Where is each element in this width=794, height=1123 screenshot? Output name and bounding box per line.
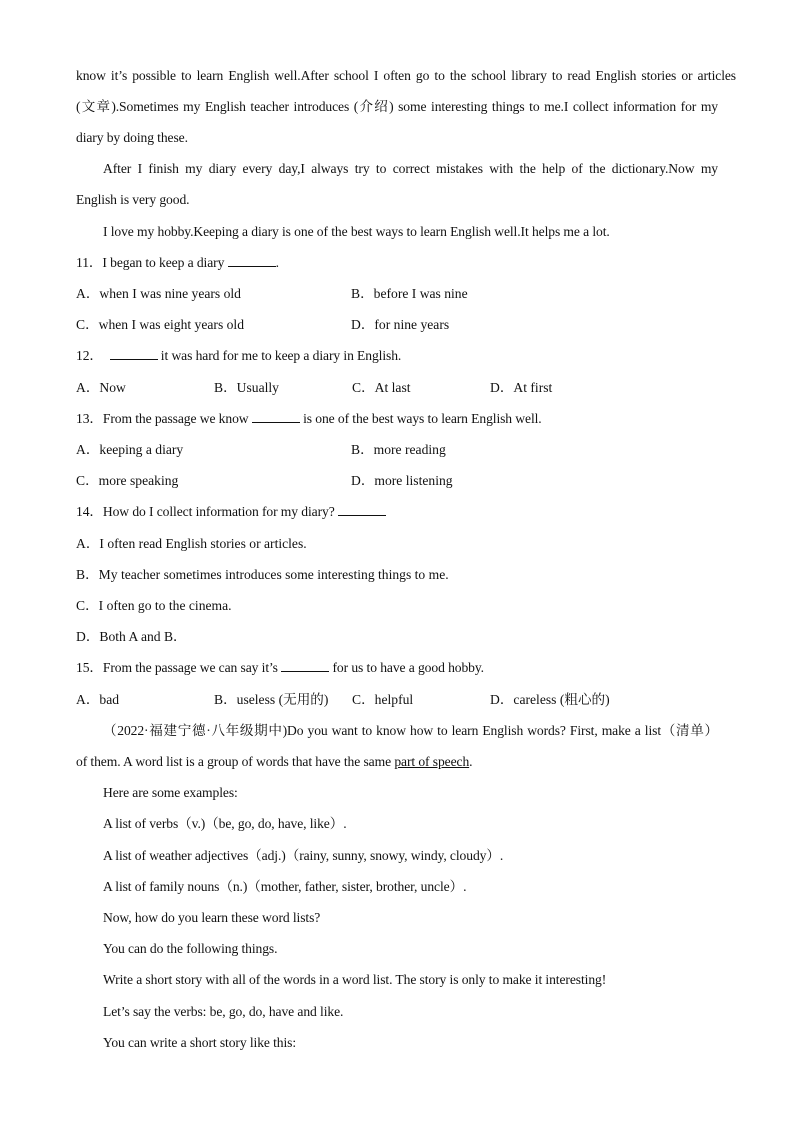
question-15-stem [76, 659, 736, 677]
passage-line: English is very good. [76, 192, 190, 207]
answer-blank [228, 254, 276, 267]
option-a: A．when I was nine years old [76, 286, 241, 301]
option-c: C．more speaking [76, 473, 179, 488]
passage-text: . [469, 754, 473, 769]
question-number: 13． [76, 411, 103, 426]
answer-blank [281, 659, 329, 672]
option-d: D．for nine years [351, 317, 450, 332]
question-text: From the passage we know [102, 411, 252, 426]
question-text: . [275, 255, 279, 270]
passage2-line: You can do the following things. [103, 941, 278, 956]
question-12-stem [76, 347, 736, 365]
question-14-stem [76, 503, 736, 521]
passage-line: know it’s possible to learn English well.After school I often go to the school library to read English stories or articles [76, 68, 736, 83]
passage-line: I love my hobby.Keeping a diary is one of the best ways to learn English well.It helps me a lot. [103, 224, 610, 239]
question-text: it was hard for me to keep a diary in English. [157, 348, 402, 363]
option-a: A．bad [76, 692, 120, 707]
question-text: From the passage we can say it’s [102, 660, 282, 675]
option-a: A．Now [76, 380, 126, 395]
question-number: 11． [76, 255, 103, 270]
option-c: C．I often go to the cinema. [76, 598, 232, 613]
passage2-line: Now, how do you learn these word lists? [103, 910, 321, 925]
question-text: is one of the best ways to learn English well. [299, 411, 542, 426]
question-text: for us to have a good hobby. [329, 660, 484, 675]
passage2-line [76, 753, 736, 771]
passage2-line: A list of weather adjectives（adj.)（rainy, sunny, snowy, windy, cloudy）. [103, 848, 504, 863]
option-c: C．At last [352, 380, 411, 395]
option-d: D．At first [490, 380, 553, 395]
question-text: I began to keep a diary [102, 255, 228, 270]
option-c: C．helpful [352, 692, 414, 707]
question-number: 12． [76, 348, 103, 363]
question-number: 15． [76, 660, 103, 675]
question-text: How do I collect information for my diary? [102, 504, 338, 519]
option-a: A．I often read English stories or articles. [76, 536, 307, 551]
option-d: D．more listening [351, 473, 453, 488]
question-11-stem [76, 254, 736, 272]
passage-text: of them. A word list is a group of words that have the same [76, 754, 395, 769]
option-b: B．useless (无用的) [214, 692, 329, 707]
passage2-line: A list of verbs（v.)（be, go, do, have, like）. [103, 816, 347, 831]
option-d: D．careless (粗心的) [490, 692, 610, 707]
underlined-term: part of speech [394, 754, 470, 769]
option-b: B．My teacher sometimes introduces some interesting things to me. [76, 567, 449, 582]
passage-line: (文章).Sometimes my English teacher introduces (介绍) some interesting things to me.I collect information for my [76, 99, 718, 114]
question-number: 14． [76, 504, 103, 519]
passage2-line: A list of family nouns（n.)（mother, father, sister, brother, uncle）. [103, 879, 467, 894]
question-13-stem [76, 410, 736, 428]
passage2-line: Write a short story with all of the words in a word list. The story is only to make it interesting! [103, 972, 607, 987]
option-a: A．keeping a diary [76, 442, 184, 457]
passage2-line: You can write a short story like this: [103, 1035, 297, 1050]
option-b: B．before I was nine [351, 286, 468, 301]
option-c: C．when I was eight years old [76, 317, 244, 332]
passage-line: diary by doing these. [76, 130, 188, 145]
answer-blank [252, 410, 300, 423]
passage-line: After I finish my diary every day,I always try to correct mistakes with the help of the dictionary.Now my [103, 161, 718, 176]
option-d: D．Both A and B． [76, 629, 187, 644]
option-b: B．more reading [351, 442, 446, 457]
passage2-heading-line: （2022·福建宁德·八年级期中)Do you want to know how to learn English words? First, make a list（清单） [103, 723, 718, 738]
answer-blank [338, 503, 386, 516]
option-b: B．Usually [214, 380, 279, 395]
passage2-line: Let’s say the verbs: be, go, do, have and like. [103, 1004, 344, 1019]
passage2-line: Here are some examples: [103, 785, 238, 800]
answer-blank [110, 347, 158, 360]
